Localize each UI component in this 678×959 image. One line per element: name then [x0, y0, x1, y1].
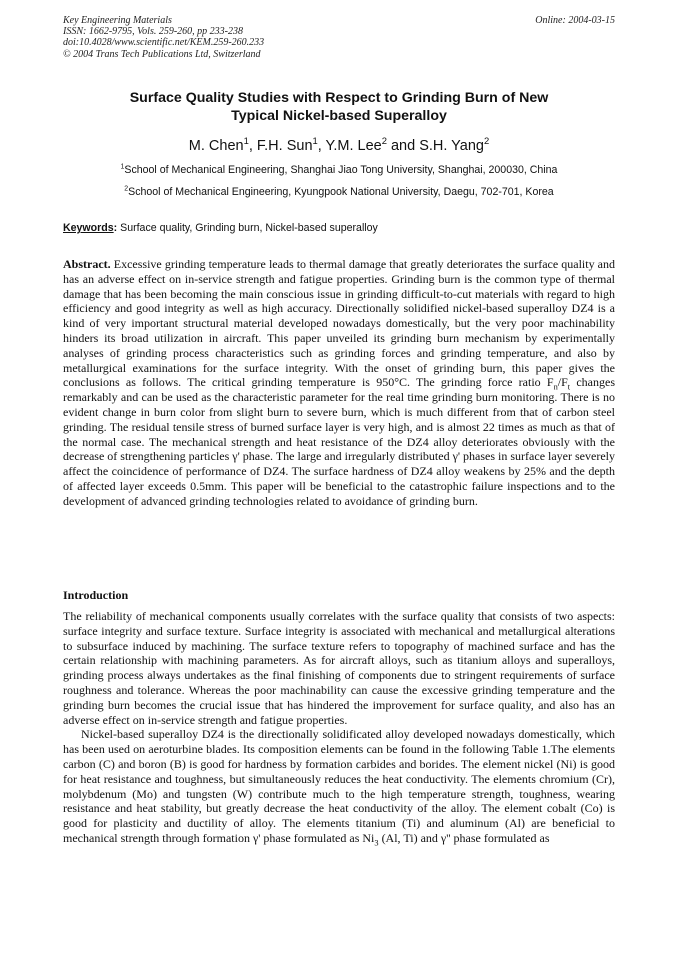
author-affiliation-mark: 1 [312, 135, 318, 147]
author-list [63, 136, 615, 156]
keywords-text: Surface quality, Grinding burn, Nickel-based superalloy [120, 222, 378, 234]
affiliation-text: School of Mechanical Engineering, Kyungpook National University, Daegu, 702-701, Korea [128, 186, 554, 198]
abstract-label: Abstract. [63, 257, 111, 271]
author-name: Y.M. Lee [325, 138, 382, 154]
introduction-heading: Introduction [63, 588, 129, 602]
subscript-n: n [553, 382, 558, 392]
author-affiliation-mark: 2 [483, 135, 490, 147]
keywords-section: Keywords: Surface quality, Grinding burn, Nickel-based superalloy [63, 222, 378, 234]
abstract-text-1: Excessive grinding temperature leads to thermal damage that greatly deteriorates the surface quality and has an adverse effect on in-service strength and fatigue properties. Grinding burn is the common type of thermal damage that has been becoming the main conscious issue in grinding difficult-to-cut materials with regard to high efficiency and good integrity as well as high accuracy. Directionally solidified nickel-based superalloy DZ4 is a kind of very important structural material developed nowadays domestically, but the very poor machinability hinders its broad utilization in aircraft. This paper unveiled its grinding burn mechanism by experimentally analyses of grinding process characteristics such as grinding forces and grinding temperature, and also by metallurgical examinations for the surface integrity. With the onset of grinding burn, this paper gives the conclusions as follows. The critical grinding temperature is 950°C. The grinding force ratio F [63, 257, 615, 390]
subscript-t: t [567, 382, 571, 392]
affiliation-number: 1 [120, 163, 125, 171]
intro-paragraph-2 [63, 727, 615, 848]
keywords-label: Keywords [63, 222, 114, 234]
paper-title [63, 89, 615, 125]
introduction-body [63, 609, 615, 846]
doi-line: doi:10.4028/www.scientific.net/KEM.259-260.233 [63, 37, 265, 49]
journal-header [63, 15, 615, 60]
header-left [63, 15, 615, 60]
intro-paragraph-2-text: Nickel-based superalloy DZ4 is the directionally solidificated alloy developed nowadays domestically, which has been used on aeroturbine blades. Its composition elements can be found in the following Table 1.The elements carbon (C) and boron (B) is good for hardness by formation carbides and borides. The element nickel (Ni) is good for heat resistance and toughness, but simultaneously reduces the heat conductivity. The elements chromium (Cr), molybdenum (Mo) and tungsten (W) contribute much to the high temperature strength, toughness, wearing resistance and heat stability, but greatly decrease the heat conductivity of the alloy. The element cobalt (Co) is good for plasticity and ductility of alloy. The elements titanium (Ti) and aluminum (Al) are beneficial to mechanical strength through formation γ' phase formulated as Ni [63, 727, 615, 845]
author-affiliation-mark: 2 [381, 135, 387, 147]
subscript-3: 3 [374, 838, 379, 848]
online-date: Online: 2004-03-15 [535, 15, 615, 26]
author-separator: , [248, 138, 257, 154]
affiliation-1 [63, 163, 615, 177]
affiliation-number: 2 [124, 185, 129, 193]
abstract-paragraph [63, 257, 615, 509]
title-line-2: Typical Nickel-based Superalloy [231, 108, 447, 124]
issn-line: ISSN: 1662-9795, Vols. 259-260, pp 233-238 [63, 26, 243, 38]
affiliation-text: School of Mechanical Engineering, Shanghai Jiao Tong University, Shanghai, 200030, China [124, 164, 558, 176]
author-name: M. Chen [188, 138, 244, 154]
author-name: F.H. Sun [256, 138, 313, 154]
journal-name: Key Engineering Materials [63, 15, 172, 26]
copyright-line: © 2004 Trans Tech Publications Ltd, Switzerland [63, 48, 261, 60]
author-separator: , [317, 138, 326, 154]
author-separator: and [386, 138, 420, 154]
intro-paragraph-1: The reliability of mechanical components usually correlates with the surface quality that consists of two aspects: surface integrity and surface texture. Surface integrity is associated with mechanical and metallurgical alterations to subsurface induced by machining. The surface texture refers to topography of machined surface and has the certain relationship with machining parameters. As for aircraft alloys, such as titanium alloys and superalloys, grinding process always undertakes as the final finishing of components due to stringent requirements of surface roughness and tolerance. Whereas the poor machinability can cause the excessive grinding temperature and the grinding burn becomes the crucial issue that has hindered the improvement for surface quality, and also has an adverse effect on in-service strength and fatigue properties. [63, 609, 615, 727]
abstract-text-2: changes remarkably and can be used as the characteristic parameter for the real time grinding burn monitoring. There is no evident change in burn color from slight burn to severe burn, which is much different from that of carbon steel grinding. The residual tensile stress of burned surface layer is very high, and is almost 22 times as much as that of the normal case. The mechanical strength and heat resistance of the DZ4 alloy deteriorates obviously with the decrease of strengthening particles γ' phase. The large and irregularly distributed γ' phases in surface layer severely affect the coincidence of performance of DZ4. The surface hardness of DZ4 alloy weakens by 25% and the depth of affected layer exceeds 0.5mm. This paper will be beneficial to the catastrophic failure inspections and to the development of advanced grinding technologies related to avoidance of grinding burn. [63, 375, 615, 508]
author-affiliation-mark: 1 [243, 135, 249, 147]
author-name: S.H. Yang [419, 138, 484, 154]
abstract-mid: /F [557, 375, 568, 390]
affiliation-2 [63, 185, 615, 199]
title-line-1: Surface Quality Studies with Respect to Grinding Burn of New [129, 90, 549, 106]
intro-paragraph-2-tail: (Al, Ti) and γ'' phase formulated as [378, 830, 550, 845]
